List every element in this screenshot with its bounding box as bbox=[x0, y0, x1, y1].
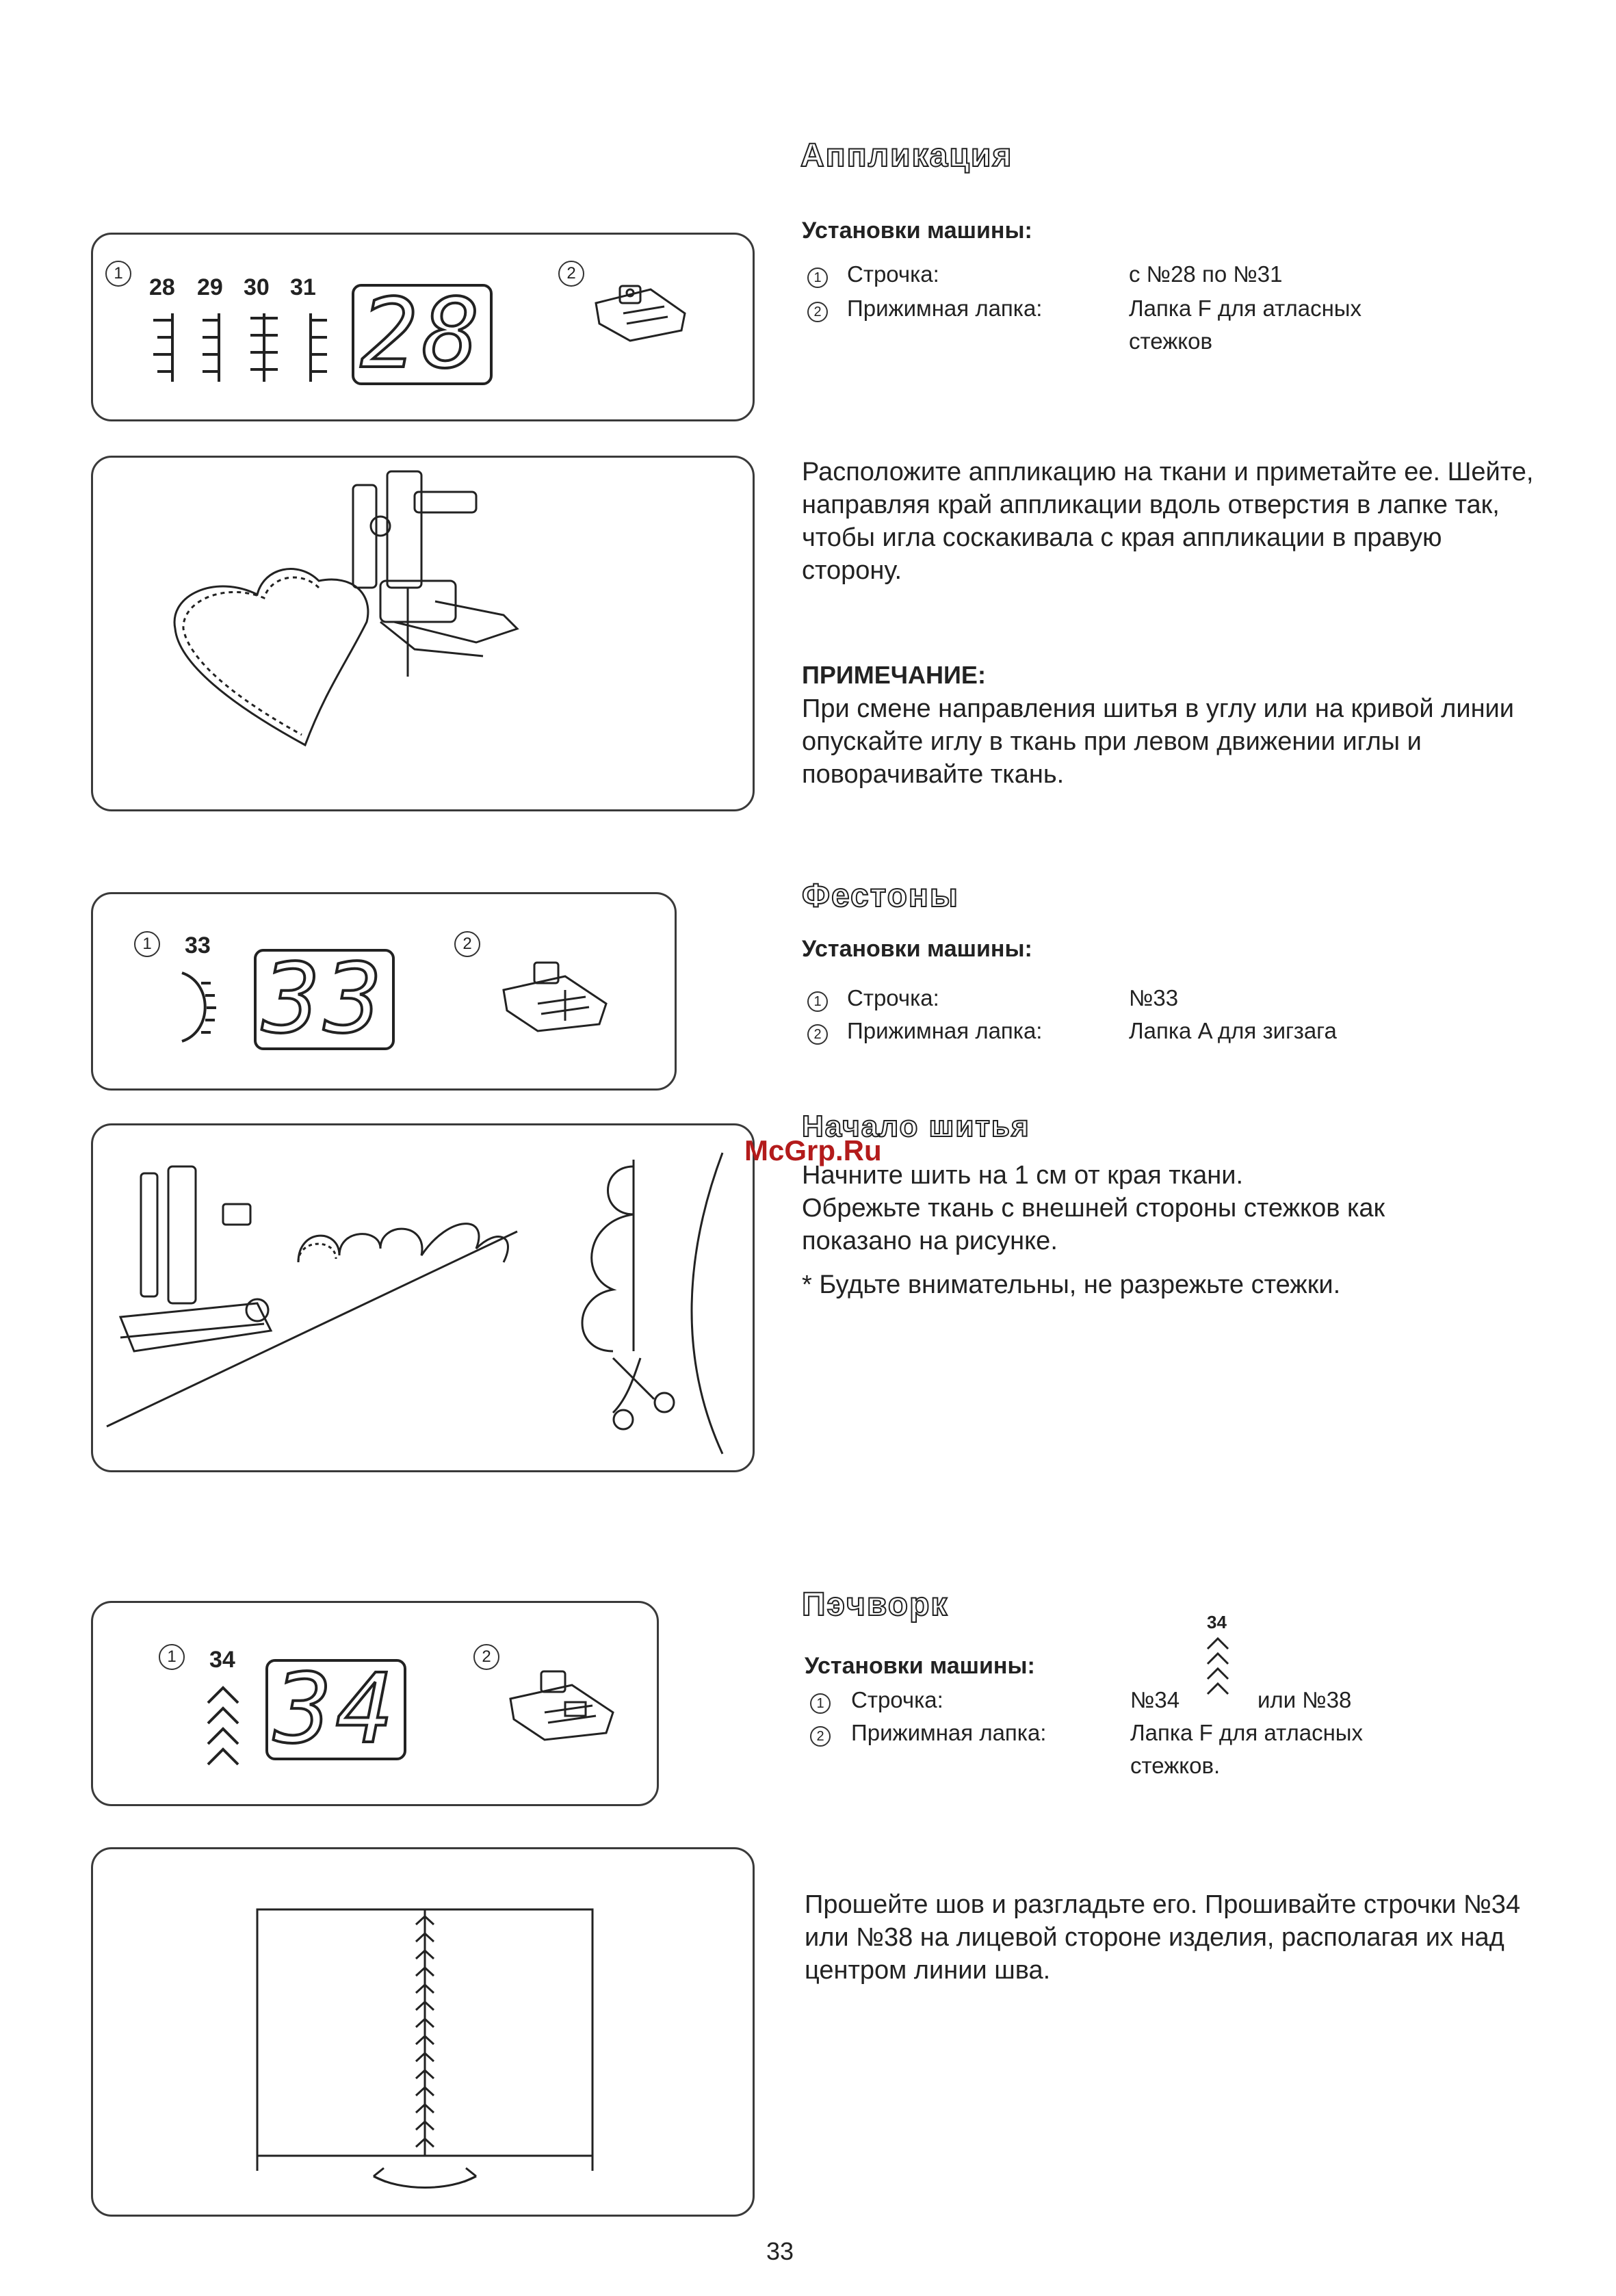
presser-foot-f-icon bbox=[504, 1665, 620, 1747]
patchwork-instructions: Прошейте шов и разгладьте его. Прошивайте строчки №34 или №38 на лицевой стороне изделия, располагая их над центром линии шва. bbox=[805, 1890, 1521, 1985]
applique-illustration-panel bbox=[91, 456, 755, 811]
circle-number-1: 1 bbox=[810, 1693, 831, 1714]
circle-number-1: 1 bbox=[807, 268, 828, 288]
presser-foot-value: Лапка F для атласных bbox=[1129, 296, 1362, 321]
note-heading: ПРИМЕЧАНИЕ: bbox=[802, 661, 986, 689]
circle-number-1: 1 bbox=[159, 1644, 185, 1670]
presser-foot-value: Лапка A для зигзага bbox=[1129, 1018, 1337, 1043]
applique-title: Аппликация bbox=[800, 138, 1013, 174]
stitch-number: 34 bbox=[209, 1647, 235, 1673]
stitch-label: Строчка: bbox=[847, 261, 939, 287]
start-sewing-line-2: Обрежьте ткань с внешней стороны стежков как bbox=[802, 1194, 1385, 1223]
presser-foot-label: Прижимная лапка: bbox=[847, 1018, 1043, 1043]
heart-applique-illustration bbox=[93, 458, 753, 809]
circle-number-1: 1 bbox=[134, 931, 160, 957]
circle-number-2: 2 bbox=[807, 302, 828, 322]
lcd-display: 33 bbox=[254, 949, 395, 1050]
circle-number-2: 2 bbox=[454, 931, 480, 957]
presser-foot-value-cont: стежков. bbox=[1130, 1753, 1221, 1778]
patchwork-settings-panel bbox=[91, 1601, 659, 1806]
circle-number-2: 2 bbox=[473, 1644, 499, 1670]
presser-foot-label: Прижимная лапка: bbox=[851, 1720, 1047, 1745]
scallop-stitch-icon bbox=[175, 969, 230, 1045]
circle-number-2: 2 bbox=[810, 1726, 831, 1747]
feather-stitch-small-icon bbox=[1204, 1635, 1231, 1697]
lcd-display: 28 bbox=[352, 284, 493, 385]
stitch-number: 31 bbox=[290, 274, 316, 300]
start-sewing-heading: Начало шитья bbox=[802, 1110, 1030, 1143]
presser-foot-a-icon bbox=[497, 956, 613, 1038]
stitch-number: 28 bbox=[149, 274, 175, 300]
page-number: 33 bbox=[766, 2237, 794, 2265]
satin-stitch-icons bbox=[148, 310, 353, 385]
patchwork-title: Пэчворк bbox=[802, 1587, 949, 1623]
feather-stitch-icon bbox=[203, 1682, 244, 1771]
stitch-value-38: или №38 bbox=[1257, 1687, 1352, 1712]
presser-foot-value: Лапка F для атласных bbox=[1130, 1720, 1364, 1745]
scallop-settings-heading: Установки машины: bbox=[802, 936, 1032, 962]
icon-stitch-number: 34 bbox=[1207, 1612, 1227, 1632]
applique-settings-panel bbox=[91, 233, 755, 421]
start-sewing-line-1: Начните шить на 1 см от края ткани. bbox=[802, 1161, 1243, 1190]
circle-number-2: 2 bbox=[558, 261, 584, 287]
patchwork-illustration-panel bbox=[91, 1847, 755, 2217]
scallop-settings-panel bbox=[91, 892, 677, 1091]
presser-foot-label: Прижимная лапка: bbox=[847, 296, 1043, 321]
stitch-number: 33 bbox=[185, 932, 211, 958]
watermark: McGrp.Ru bbox=[744, 1134, 882, 1166]
stitch-value: №33 bbox=[1129, 985, 1179, 1010]
stitch-number: 29 bbox=[197, 274, 223, 300]
note-text: При смене направления шитья в углу или на кривой линии опускайте иглу в ткань при левом движении иглы и поворачивайте ткань. bbox=[802, 694, 1515, 789]
scallop-title: Фестоны bbox=[802, 878, 959, 914]
lcd-display: 34 bbox=[265, 1659, 406, 1760]
stitch-label: Строчка: bbox=[847, 985, 939, 1010]
patchwork-settings-heading: Установки машины: bbox=[805, 1653, 1035, 1679]
scallop-illustration-panel bbox=[91, 1123, 755, 1472]
presser-foot-f-icon bbox=[589, 276, 692, 351]
start-sewing-line-3: показано на рисунке. bbox=[802, 1227, 1058, 1255]
patchwork-seam-illustration bbox=[93, 1849, 753, 2215]
stitch-value-34: №34 bbox=[1130, 1687, 1180, 1712]
stitch-number: 30 bbox=[244, 274, 270, 300]
stitch-value: с №28 по №31 bbox=[1129, 261, 1283, 287]
circle-number-1: 1 bbox=[807, 991, 828, 1012]
circle-number-2: 2 bbox=[807, 1024, 828, 1045]
circle-number-1: 1 bbox=[105, 261, 131, 287]
stitch-label: Строчка: bbox=[851, 1687, 943, 1712]
caution-note: * Будьте внимательны, не разрежьте стежки. bbox=[802, 1270, 1341, 1299]
presser-foot-value-cont: стежков bbox=[1129, 328, 1212, 354]
applique-instructions: Расположите аппликацию на ткани и приметайте ее. Шейте, направляя край аппликации вдоль отверстия в лапке так, чтобы игла соскакивала с края аппликации в правую сторону. bbox=[802, 458, 1534, 585]
applique-settings-heading: Установки машины: bbox=[802, 218, 1032, 244]
scallop-sewing-illustration bbox=[93, 1125, 753, 1470]
